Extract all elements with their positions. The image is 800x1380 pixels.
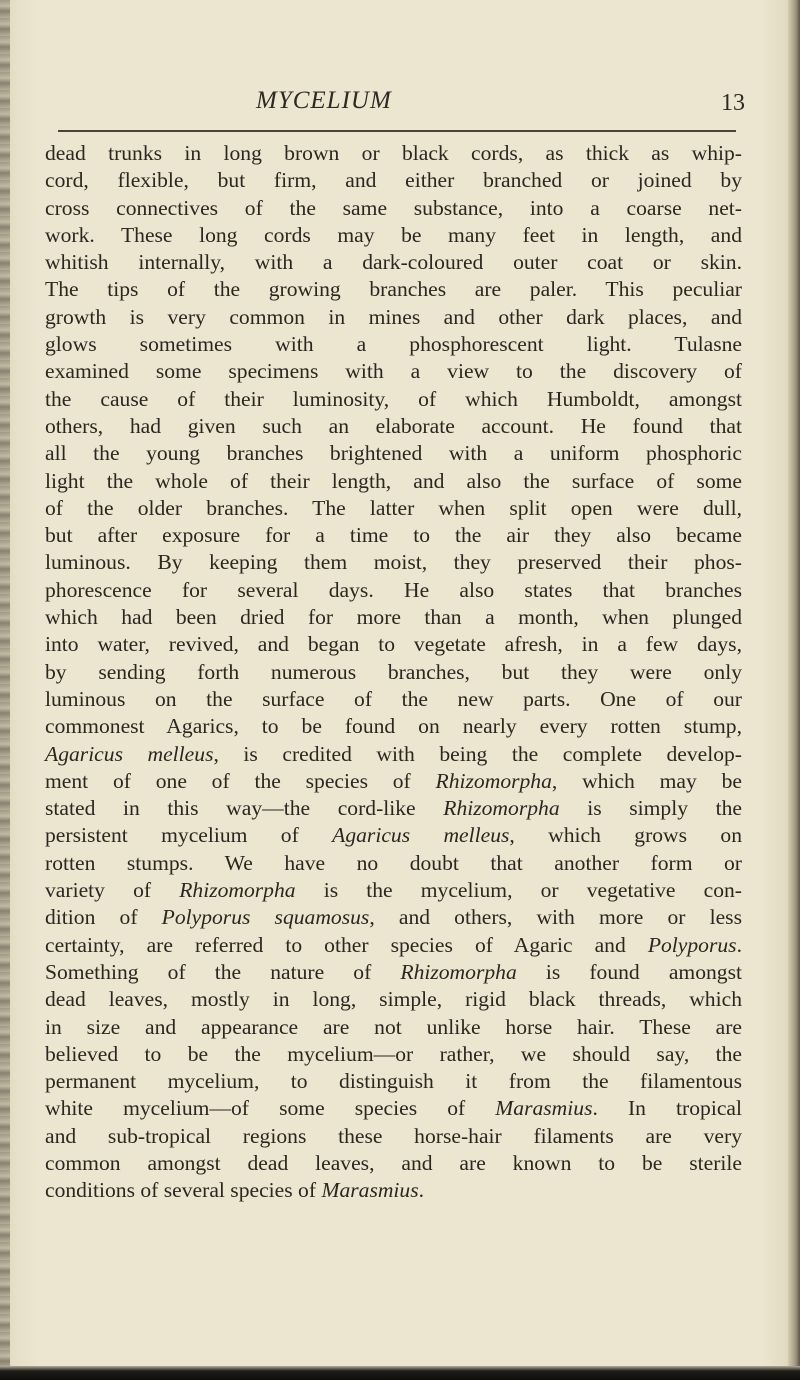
text-segment: commonest Agarics, to be found on nearly every rotten stump, <box>45 714 742 739</box>
text-line <box>45 331 742 358</box>
text-segment: stated in this way—the cord-like <box>45 796 444 821</box>
body-paragraph <box>45 140 742 1205</box>
italic-text: Polyporus <box>647 932 737 957</box>
text-line <box>45 795 742 822</box>
text-segment: . <box>418 1178 425 1203</box>
text-segment: , and others, with more or less <box>369 905 742 930</box>
text-line <box>45 686 742 713</box>
text-segment: glows sometimes with a phosphorescent light. Tulasne <box>45 332 742 357</box>
text-line <box>45 932 742 959</box>
text-segment: is simply the <box>559 796 742 821</box>
text-segment: in size and appearance are not unlike horse hair. These are <box>45 1014 742 1039</box>
text-segment: which had been dried for more than a month, when plunged <box>45 605 742 630</box>
text-segment: others, had given such an elaborate account. He found that <box>45 413 742 438</box>
page-left-edge <box>0 0 10 1380</box>
text-segment: dead leaves, mostly in long, simple, rigid black threads, which <box>45 987 742 1012</box>
text-line <box>45 877 742 904</box>
italic-text: Rhizomorpha <box>435 768 552 793</box>
text-segment: persistent mycelium of <box>45 823 333 848</box>
text-segment: cross connectives of the same substance, into a coarse net- <box>45 195 742 220</box>
text-segment: work. These long cords may be many feet in length, and <box>45 222 742 247</box>
text-segment: and sub-tropical regions these horse-hair filaments are very <box>45 1123 742 1148</box>
text-segment: the cause of their luminosity, of which Humboldt, amongst <box>45 386 742 411</box>
text-segment: . In tropical <box>592 1096 743 1121</box>
text-segment: dition of <box>45 905 162 930</box>
text-line <box>45 386 742 413</box>
text-segment: is the mycelium, or vegetative con- <box>295 878 742 903</box>
text-segment: Something of the nature of <box>45 959 401 984</box>
text-segment: into water, revived, and began to vegetate afresh, in a few days, <box>45 632 742 657</box>
text-segment: , which may be <box>551 768 742 793</box>
text-line <box>45 522 742 549</box>
running-head: MYCELIUM <box>256 87 392 114</box>
text-segment: conditions of several species of <box>45 1178 322 1203</box>
text-segment: light the whole of their length, and also the surface of some <box>45 468 742 493</box>
page-bottom-edge <box>0 1366 800 1380</box>
text-segment: . <box>736 932 742 957</box>
text-segment: believed to be the mycelium—or rather, we should say, the <box>45 1041 742 1066</box>
text-line <box>45 659 742 686</box>
text-line <box>45 904 742 931</box>
text-line <box>45 468 742 495</box>
text-line <box>45 413 742 440</box>
text-segment: , is credited with being the complete develop- <box>213 741 743 766</box>
text-line <box>45 1068 742 1095</box>
page-right-edge <box>788 0 800 1380</box>
text-segment: dead trunks in long brown or black cords, as thick as whip- <box>45 141 742 165</box>
text-segment: , which grows on <box>509 823 742 848</box>
italic-text: Rhizomorpha <box>443 796 560 821</box>
text-line <box>45 140 742 167</box>
text-segment: is found amongst <box>516 959 742 984</box>
text-line <box>45 167 742 194</box>
text-line <box>45 986 742 1013</box>
italic-text: Marasmius <box>321 1178 419 1203</box>
text-segment: permanent mycelium, to distinguish it from the filamentous <box>45 1069 742 1094</box>
italic-text: Agaricus melleus <box>45 741 214 766</box>
text-segment: examined some specimens with a view to the discovery of <box>45 359 742 384</box>
text-segment: luminous. By keeping them moist, they preserved their phos- <box>45 550 742 575</box>
text-segment: phorescence for several days. He also states that branches <box>45 577 742 602</box>
text-segment: whitish internally, with a dark-coloured outer coat or skin. <box>45 250 742 275</box>
text-line <box>45 1095 742 1122</box>
text-line <box>45 440 742 467</box>
text-segment: but after exposure for a time to the air they also became <box>45 523 742 548</box>
italic-text: Marasmius <box>495 1096 593 1121</box>
text-segment: luminous on the surface of the new parts. One of our <box>45 686 742 711</box>
text-line <box>45 495 742 522</box>
text-segment: variety of <box>45 878 180 903</box>
italic-text: Agaricus melleus <box>332 823 510 848</box>
text-segment: cord, flexible, but firm, and either branched or joined by <box>45 168 742 193</box>
italic-text: Rhizomorpha <box>179 878 296 903</box>
text-segment: rotten stumps. We have no doubt that another form or <box>45 850 742 875</box>
text-line <box>45 604 742 631</box>
italic-text: Rhizomorpha <box>400 959 517 984</box>
text-line <box>45 959 742 986</box>
text-line <box>45 1041 742 1068</box>
text-line <box>45 276 742 303</box>
text-segment: ment of one of the species of <box>45 768 436 793</box>
text-line <box>45 249 742 276</box>
page-number: 13 <box>721 90 745 116</box>
text-line <box>45 631 742 658</box>
text-segment: growth is very common in mines and other dark places, and <box>45 304 742 329</box>
text-segment: of the older branches. The latter when split open were dull, <box>45 495 742 520</box>
text-line <box>45 222 742 249</box>
text-segment: The tips of the growing branches are paler. This peculiar <box>45 277 742 302</box>
text-line <box>45 850 742 877</box>
text-line <box>45 1014 742 1041</box>
text-line <box>45 1177 742 1204</box>
text-line <box>45 358 742 385</box>
text-line <box>45 549 742 576</box>
text-line <box>45 1150 742 1177</box>
text-line <box>45 741 742 768</box>
text-segment: all the young branches brightened with a uniform phosphoric <box>45 441 742 466</box>
text-line <box>45 195 742 222</box>
text-line <box>45 1123 742 1150</box>
text-line <box>45 822 742 849</box>
text-line <box>45 768 742 795</box>
text-segment: by sending forth numerous branches, but they were only <box>45 659 742 684</box>
text-segment: common amongst dead leaves, and are known to be sterile <box>45 1150 742 1175</box>
text-line <box>45 713 742 740</box>
text-segment: white mycelium—of some species of <box>45 1096 496 1121</box>
italic-text: Polyporus squamosus <box>161 905 370 930</box>
header-rule <box>58 130 736 132</box>
text-segment: certainty, are referred to other species of Agaric and <box>45 932 648 957</box>
text-line <box>45 304 742 331</box>
text-line <box>45 577 742 604</box>
